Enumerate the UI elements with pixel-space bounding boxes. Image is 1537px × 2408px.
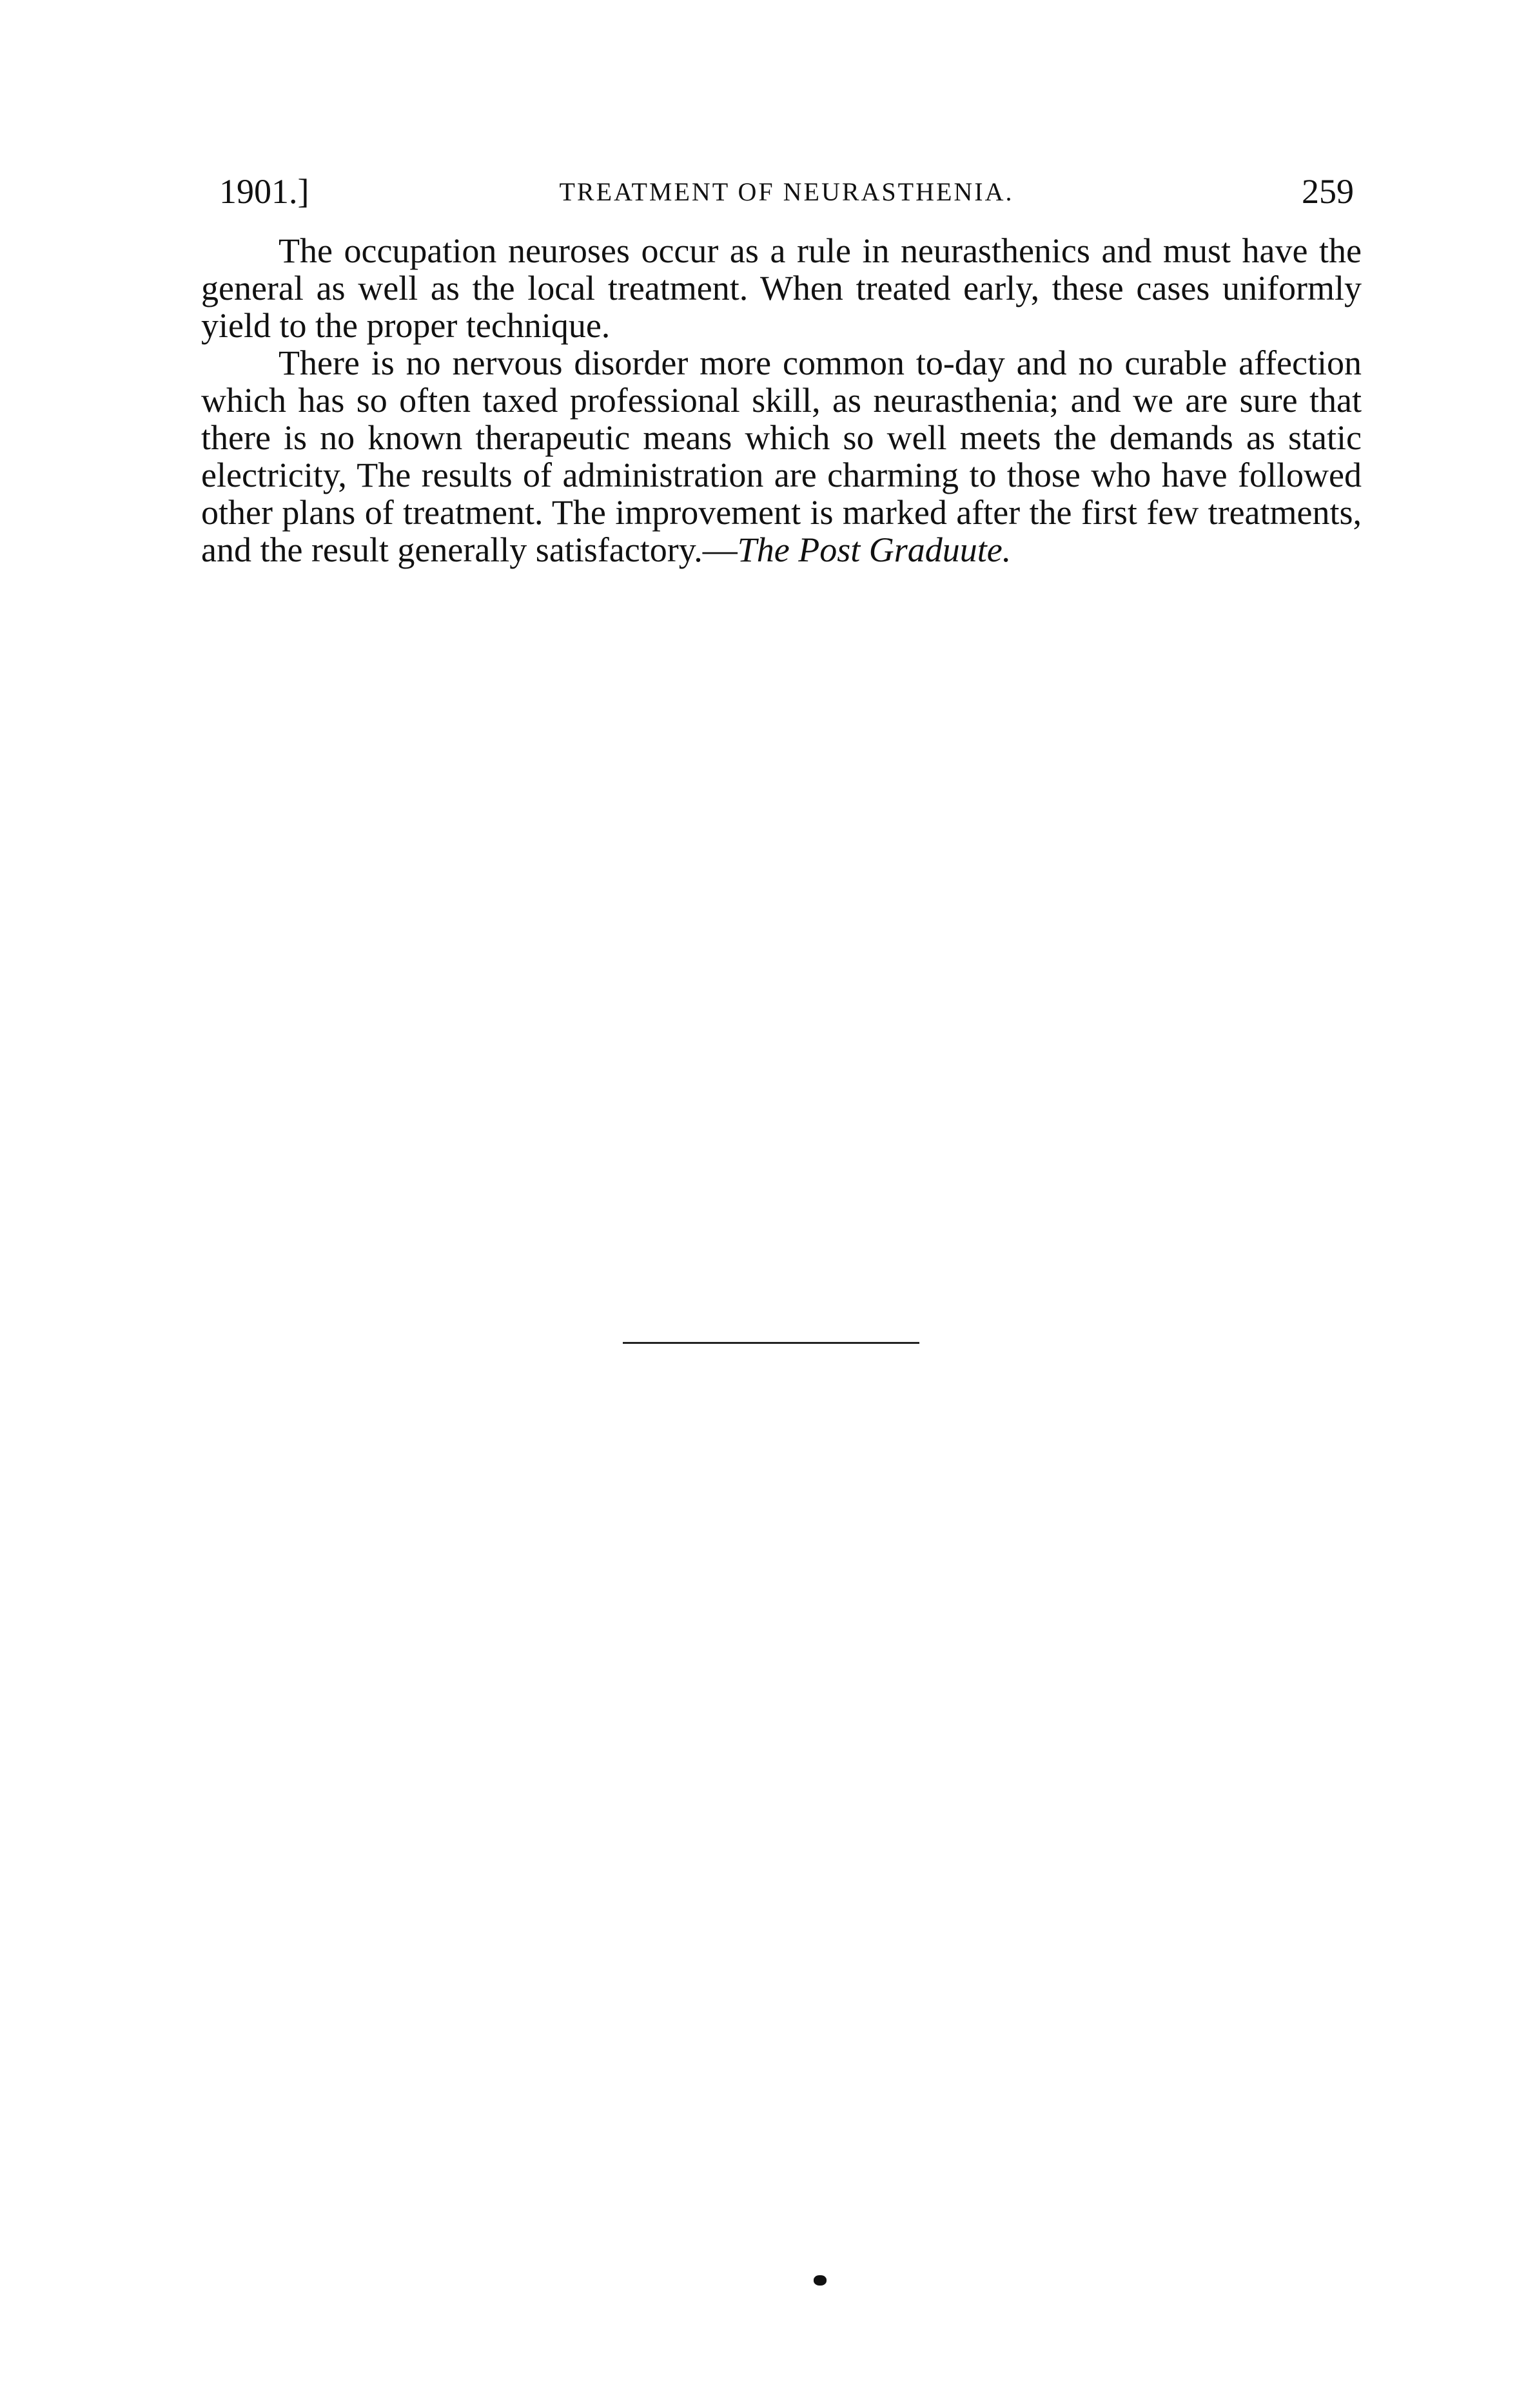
header-year: 1901.] — [219, 172, 309, 211]
page-mark — [814, 2275, 827, 2286]
paragraph — [201, 232, 1362, 344]
article-body — [201, 232, 1362, 568]
paragraph — [201, 344, 1362, 568]
section-divider — [623, 1342, 919, 1344]
source-citation: The Post Graduute. — [737, 530, 1012, 569]
paragraph-text: The occupation neuroses occur as a rule in neurasthenics and must have the general as well as the local treatment. When treated early, these cases uniformly yield to the proper technique. — [201, 231, 1362, 345]
header-title: TREATMENT OF NEURASTHENIA. — [559, 177, 1014, 206]
page-number: 259 — [1302, 172, 1354, 211]
running-header — [219, 169, 1354, 214]
paragraph-text: There is no nervous disorder more common to-day and no curable affection which has so often taxed professional skill, as neurasthenia; and we are sure that there is no known therapeutic means which so well meets the demands as static electricity, The results of administration are charming to those who have followed other plans of treatment. The improvement is marked after the first few treatments, and the result generally satisfactory.— — [201, 344, 1362, 569]
